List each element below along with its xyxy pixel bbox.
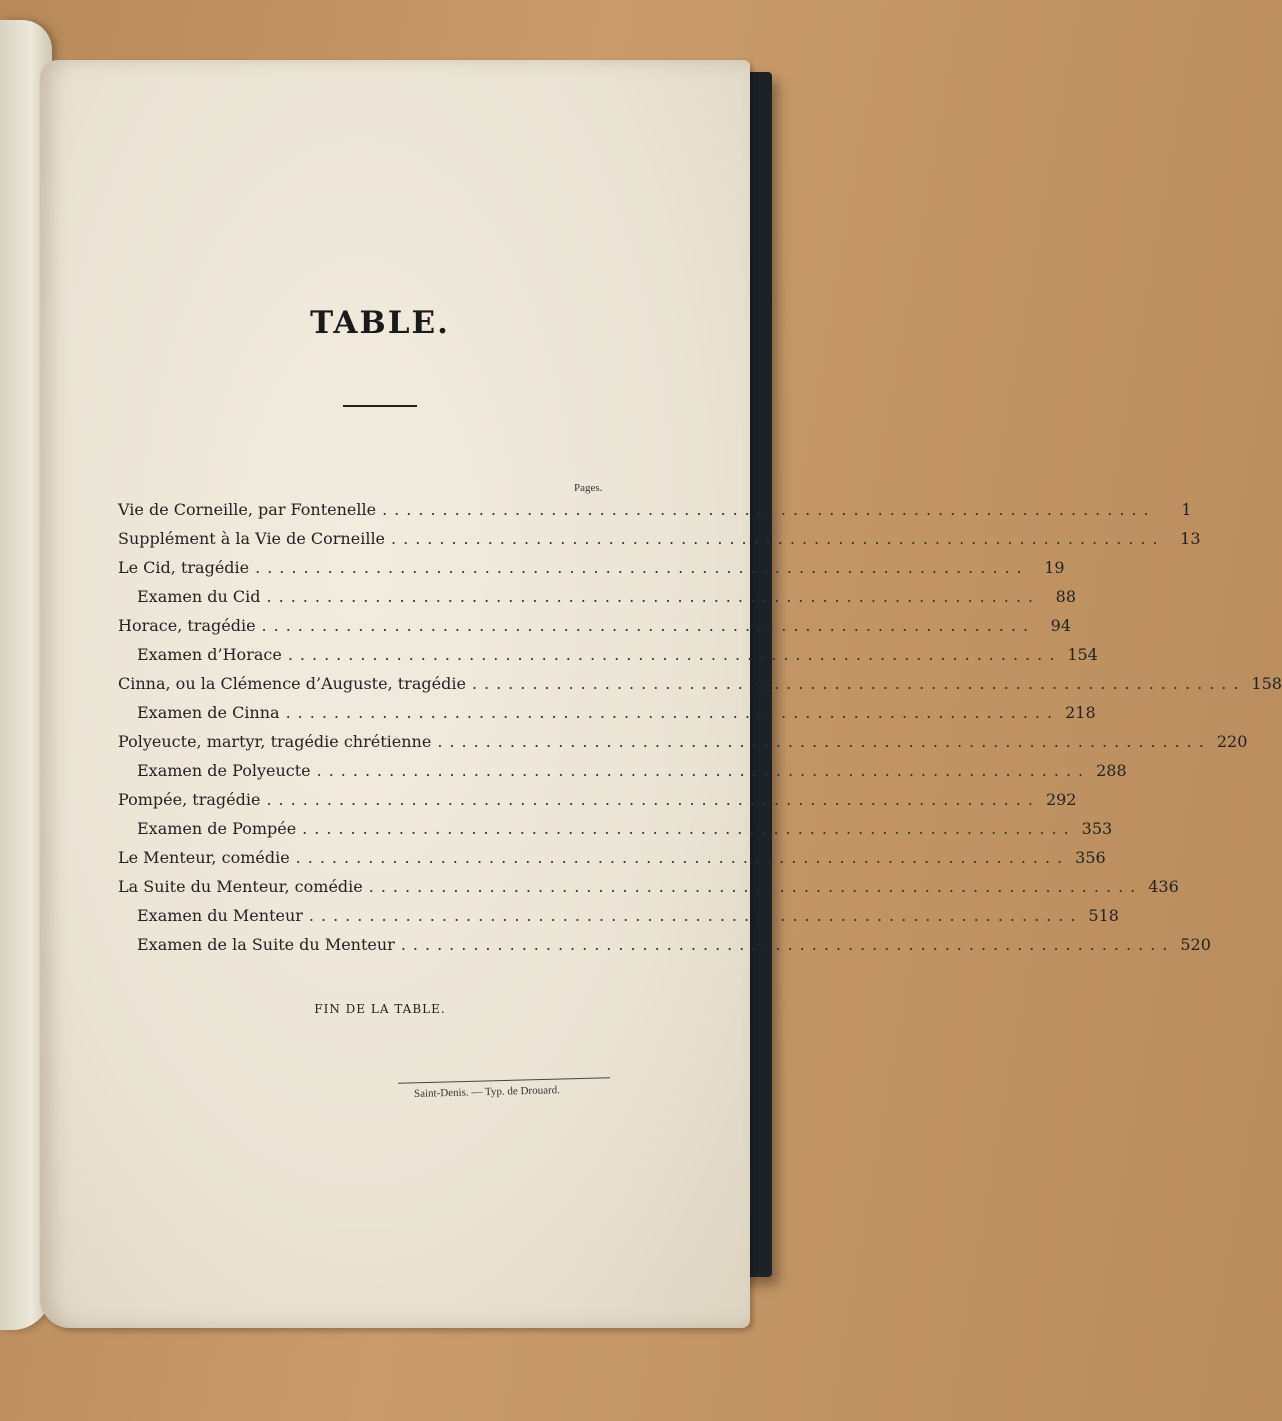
toc-entry: [118, 790, 1077, 814]
toc-entry-page: 13: [1180, 529, 1201, 548]
dot-leader: ................................................................: [287, 645, 1062, 664]
dot-leader: ................................................................: [382, 500, 1156, 519]
end-of-table-note: FIN DE LA TABLE.: [314, 1002, 446, 1016]
toc-entry-page: 518: [1088, 906, 1119, 925]
dot-leader: ................................................................: [255, 558, 1029, 577]
toc-subentry: [137, 935, 1211, 959]
toc-entry-label: Examen de Polyeucte: [137, 761, 311, 780]
toc-entry-label: Le Cid, tragédie: [118, 558, 250, 577]
toc-entry-label: Examen du Menteur: [137, 906, 303, 925]
toc-subentry: [137, 703, 1096, 727]
toc-entry-label: La Suite du Menteur, comédie: [118, 877, 363, 896]
dot-leader: ................................................................: [437, 732, 1211, 751]
toc-subentry: [137, 645, 1098, 669]
dot-leader: ................................................................: [368, 877, 1143, 896]
toc-entry-page: 520: [1180, 935, 1211, 954]
dot-leader: ................................................................: [266, 790, 1040, 809]
toc-entry-label: Supplément à la Vie de Corneille: [118, 529, 386, 548]
toc-entry-label: Examen d’Horace: [137, 645, 282, 664]
toc-entry-label: Polyeucte, martyr, tragédie chrétienne: [118, 732, 432, 751]
dot-leader: ................................................................: [295, 848, 1070, 867]
toc-entry-page: 288: [1096, 761, 1127, 780]
toc-entry: [118, 529, 1201, 553]
dot-leader: ................................................................: [266, 587, 1041, 606]
toc-entry-label: Cinna, ou la Clémence d’Auguste, tragédie: [118, 674, 466, 693]
dot-leader: ................................................................: [391, 529, 1165, 548]
toc-entry-label: Pompée, tragédie: [118, 790, 261, 809]
toc-entry: [118, 558, 1065, 582]
toc-entry-label: Examen de Pompée: [137, 819, 297, 838]
toc-entry-label: Horace, tragédie: [118, 616, 256, 635]
toc-entry-page: 292: [1045, 790, 1077, 809]
page-title: TABLE.: [310, 305, 450, 341]
toc-entry-page: 220: [1216, 732, 1248, 751]
dot-leader: ................................................................: [308, 906, 1083, 925]
title-rule: [343, 405, 417, 407]
dot-leader: ................................................................: [261, 616, 1036, 635]
toc-entry-page: 356: [1075, 848, 1106, 867]
toc-entry-page: 158: [1251, 674, 1282, 693]
toc-entry-page: 154: [1067, 645, 1098, 664]
pages-column-header: Pages.: [574, 482, 603, 494]
dot-leader: ................................................................: [400, 935, 1175, 954]
toc-subentry: [137, 819, 1113, 843]
toc-entry-page: 88: [1055, 587, 1077, 606]
toc-entry-page: 19: [1044, 558, 1065, 577]
toc-entry: [118, 877, 1179, 901]
toc-entry: [118, 616, 1072, 640]
printer-imprint: Saint-Denis. — Typ. de Drouard.: [413, 1084, 561, 1100]
toc-entry: [118, 674, 1282, 698]
toc-entry-label: Le Menteur, comédie: [118, 848, 290, 867]
toc-entry-page: 353: [1081, 819, 1113, 838]
dot-leader: ................................................................: [471, 674, 1246, 693]
toc-entry: [118, 500, 1192, 524]
dot-leader: ................................................................: [285, 703, 1060, 722]
toc-subentry: [137, 587, 1077, 611]
dot-leader: ................................................................: [302, 819, 1076, 838]
toc-entry-page: 94: [1050, 616, 1072, 635]
toc-entry-label: Examen de la Suite du Menteur: [137, 935, 395, 954]
toc-entry-label: Examen du Cid: [137, 587, 261, 606]
toc-entry-label: Vie de Corneille, par Fontenelle: [118, 500, 377, 519]
toc-entry-label: Examen de Cinna: [137, 703, 280, 722]
toc-entry-page: 436: [1148, 877, 1179, 896]
toc-entry-page: 218: [1065, 703, 1096, 722]
toc-subentry: [137, 906, 1119, 930]
toc-entry: [118, 732, 1248, 756]
dot-leader: ................................................................: [316, 761, 1091, 780]
toc-entry: [118, 848, 1106, 872]
toc-subentry: [137, 761, 1127, 785]
toc-entry-page: 1: [1181, 500, 1192, 519]
